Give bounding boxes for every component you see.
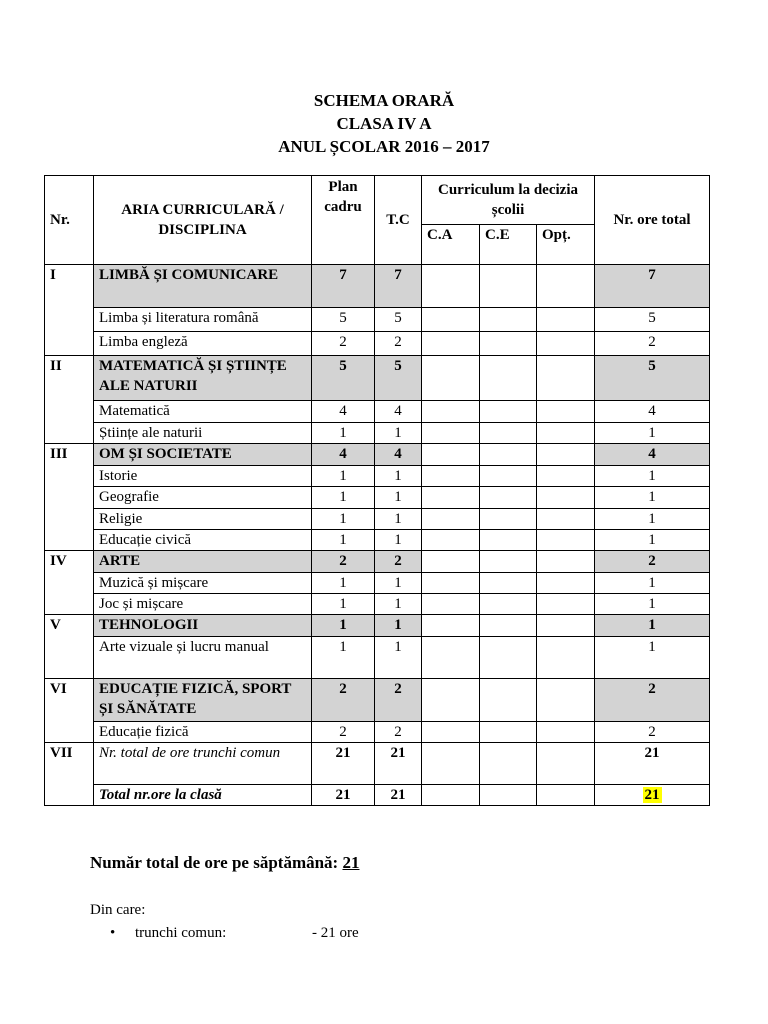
- summary-total-hours: [90, 853, 359, 873]
- area-plan: 7: [312, 265, 375, 308]
- subject-name: Limba și literatura română: [94, 308, 312, 332]
- title-clasa: CLASA IV A: [336, 114, 432, 133]
- subject-name: Geografie: [94, 487, 312, 509]
- subject-name: Muzică și mișcare: [94, 573, 312, 594]
- subject-name: Științe ale naturii: [94, 423, 312, 444]
- subject-plan: 1: [312, 509, 375, 530]
- area-total: 1: [595, 615, 710, 637]
- subject-total: 1: [595, 509, 710, 530]
- header-opt: Opț.: [537, 225, 595, 265]
- subject-total: 1: [595, 487, 710, 509]
- subject-total: 1: [595, 594, 710, 615]
- area-tc: 2: [375, 551, 422, 573]
- subject-total: 4: [595, 401, 710, 423]
- subject-plan: 1: [312, 487, 375, 509]
- group-nr: I: [45, 265, 94, 356]
- schedule-table: [44, 175, 710, 806]
- total-trunchi-label: Nr. total de ore trunchi comun: [94, 743, 312, 785]
- group-nr: VII: [45, 743, 94, 806]
- subject-tc: 1: [375, 423, 422, 444]
- subject-name: Limba engleză: [94, 332, 312, 356]
- subject-tc: 1: [375, 530, 422, 551]
- subject-tc: 1: [375, 487, 422, 509]
- header-aria-curriculara: ARIA CURRICULARĂ / DISCIPLINA: [94, 176, 312, 265]
- header-ca: C.A: [422, 225, 480, 265]
- group-nr: VI: [45, 679, 94, 743]
- area-name: MATEMATICĂ ȘI ȘTIINȚE ALE NATURII: [94, 356, 312, 401]
- group-nr: III: [45, 444, 94, 551]
- header-nr-ore-total: Nr. ore total: [595, 176, 710, 265]
- area-total: 5: [595, 356, 710, 401]
- header-ce: C.E: [480, 225, 537, 265]
- subject-total: 2: [595, 332, 710, 356]
- subject-plan: 1: [312, 530, 375, 551]
- subject-plan: 1: [312, 423, 375, 444]
- title-an-scolar: ANUL ȘCOLAR 2016 – 2017: [278, 137, 490, 156]
- subject-tc: 2: [375, 332, 422, 356]
- total-trunchi-plan: 21: [312, 743, 375, 785]
- subject-tc: 1: [375, 594, 422, 615]
- subject-total: 2: [595, 722, 710, 743]
- subject-tc: 1: [375, 509, 422, 530]
- subject-name: Matematică: [94, 401, 312, 423]
- summary-value: 21: [342, 853, 360, 872]
- area-tc: 7: [375, 265, 422, 308]
- area-plan: 5: [312, 356, 375, 401]
- header-curriculum-decizia-scolii: Curriculum la decizia școlii: [422, 176, 595, 225]
- header-tc: T.C: [375, 176, 422, 265]
- total-clasa-tc: 21: [375, 785, 422, 806]
- subject-total: 1: [595, 573, 710, 594]
- area-plan: 1: [312, 615, 375, 637]
- subject-plan: 5: [312, 308, 375, 332]
- total-trunchi-total: 21: [595, 743, 710, 785]
- subject-total: 5: [595, 308, 710, 332]
- subject-tc: 1: [375, 466, 422, 487]
- area-name: EDUCAȚIE FIZICĂ, SPORT ȘI SĂNĂTATE: [94, 679, 312, 722]
- subject-name: Educație civică: [94, 530, 312, 551]
- subject-tc: 1: [375, 573, 422, 594]
- area-total: 2: [595, 679, 710, 722]
- area-tc: 4: [375, 444, 422, 466]
- header-nr: Nr.: [45, 176, 94, 265]
- subject-total: 1: [595, 530, 710, 551]
- subject-tc: 5: [375, 308, 422, 332]
- subject-name: Arte vizuale și lucru manual: [94, 637, 312, 679]
- total-clasa-plan: 21: [312, 785, 375, 806]
- subject-plan: 2: [312, 332, 375, 356]
- total-trunchi-tc: 21: [375, 743, 422, 785]
- area-plan: 4: [312, 444, 375, 466]
- area-name: LIMBĂ ȘI COMUNICARE: [94, 265, 312, 308]
- area-total: 7: [595, 265, 710, 308]
- area-tc: 5: [375, 356, 422, 401]
- area-total: 2: [595, 551, 710, 573]
- bullet-item-value: - 21 ore: [312, 925, 359, 941]
- subject-name: Educație fizică: [94, 722, 312, 743]
- subject-total: 1: [595, 423, 710, 444]
- area-name: ARTE: [94, 551, 312, 573]
- area-tc: 1: [375, 615, 422, 637]
- bullet-icon: •: [110, 925, 116, 941]
- subject-tc: 1: [375, 637, 422, 679]
- area-plan: 2: [312, 679, 375, 722]
- subject-plan: 4: [312, 401, 375, 423]
- subject-tc: 4: [375, 401, 422, 423]
- subject-plan: 1: [312, 637, 375, 679]
- title-schema-orara: SCHEMA ORARĂ: [313, 91, 455, 110]
- subject-name: Joc și mișcare: [94, 594, 312, 615]
- group-nr: II: [45, 356, 94, 444]
- area-name: OM ȘI SOCIETATE: [94, 444, 312, 466]
- subject-plan: 1: [312, 573, 375, 594]
- subject-total: 1: [595, 637, 710, 679]
- summary-label: Număr total de ore pe săptămână:: [90, 853, 339, 872]
- subject-name: Religie: [94, 509, 312, 530]
- bullet-item-label: trunchi comun:: [135, 925, 227, 941]
- subject-name: Istorie: [94, 466, 312, 487]
- total-clasa-total-highlight: 21: [644, 787, 660, 803]
- din-care-label: Din care:: [90, 902, 146, 918]
- subject-plan: 1: [312, 466, 375, 487]
- group-nr: IV: [45, 551, 94, 615]
- area-tc: 2: [375, 679, 422, 722]
- total-clasa-label: Total nr.ore la clasă: [94, 785, 312, 806]
- area-name: TEHNOLOGII: [94, 615, 312, 637]
- subject-total: 1: [595, 466, 710, 487]
- group-nr: V: [45, 615, 94, 679]
- area-total: 4: [595, 444, 710, 466]
- area-plan: 2: [312, 551, 375, 573]
- header-plan-cadru: Plan cadru: [312, 176, 375, 265]
- subject-tc: 2: [375, 722, 422, 743]
- subject-plan: 2: [312, 722, 375, 743]
- subject-plan: 1: [312, 594, 375, 615]
